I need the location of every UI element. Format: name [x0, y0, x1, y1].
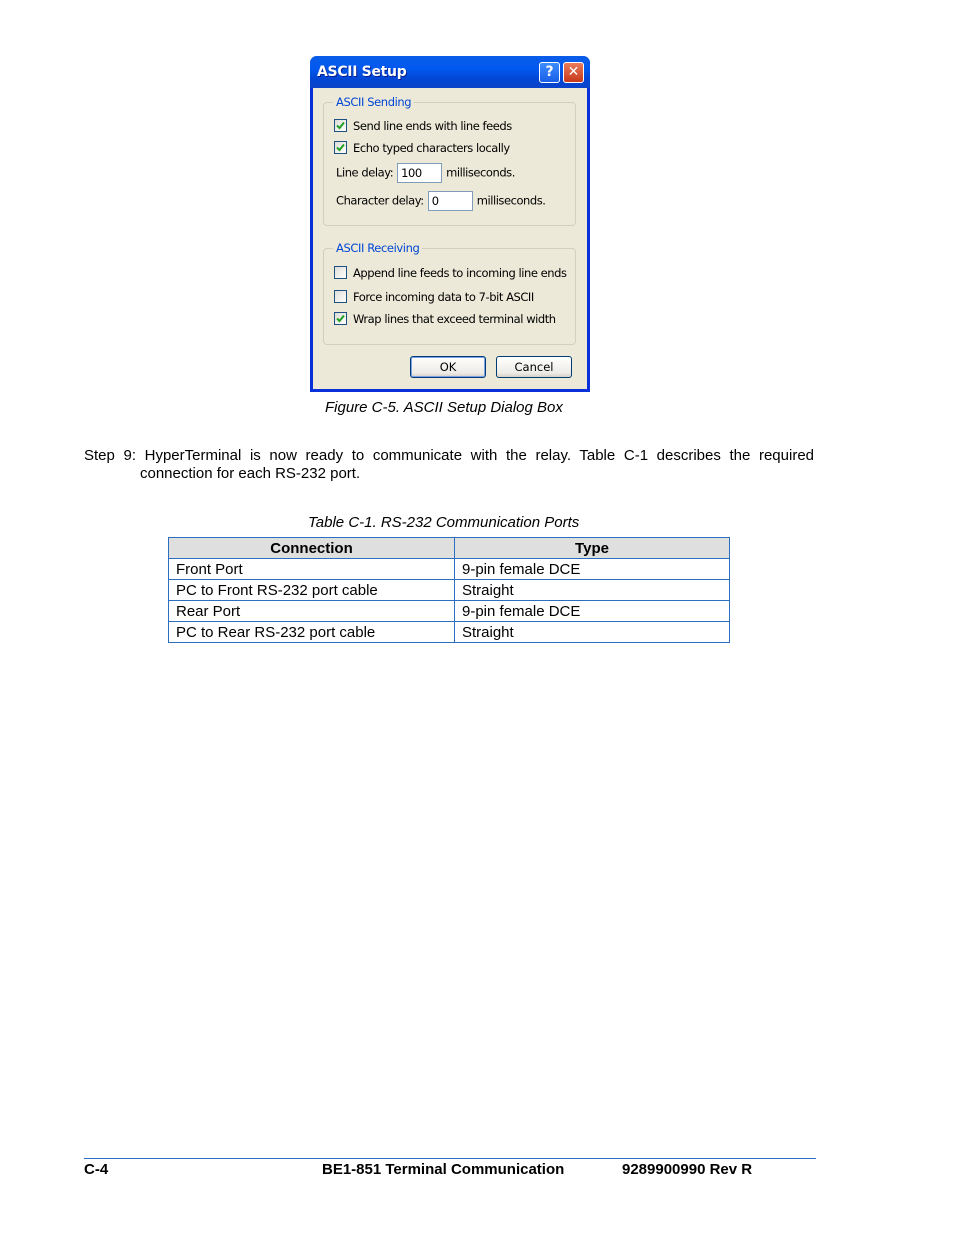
help-button[interactable] — [539, 62, 560, 83]
character-delay-row — [336, 191, 546, 211]
table-caption: Table C-1. RS-232 Communication Ports — [308, 514, 580, 531]
connection-cell: PC to Rear RS-232 port cable — [169, 622, 455, 643]
checkmark-icon — [336, 314, 345, 323]
table-row — [169, 559, 730, 580]
force-7bit-checkbox[interactable] — [334, 290, 347, 303]
table-header-row — [169, 538, 730, 559]
ascii-receiving-group — [323, 241, 576, 345]
send-line-ends-option[interactable] — [334, 119, 512, 133]
ascii-setup-dialog — [310, 56, 590, 392]
line-delay-label: Line delay: — [336, 165, 394, 180]
force-7bit-label: Force incoming data to 7-bit ASCII — [353, 290, 534, 304]
dialog-title: ASCII Setup — [317, 64, 407, 80]
footer-divider — [84, 1158, 816, 1159]
echo-typed-option[interactable] — [334, 141, 510, 155]
ok-button[interactable]: OK — [410, 356, 486, 378]
wrap-lines-label: Wrap lines that exceed terminal width — [353, 312, 556, 326]
connection-cell: PC to Front RS-232 port cable — [169, 580, 455, 601]
wrap-lines-option[interactable] — [334, 312, 556, 326]
dialog-body — [313, 88, 587, 389]
line-delay-input[interactable]: 100 — [397, 163, 442, 183]
type-cell: Straight — [455, 622, 730, 643]
cancel-button[interactable]: Cancel — [496, 356, 572, 378]
line-delay-unit: milliseconds. — [446, 165, 515, 180]
character-delay-unit: milliseconds. — [476, 193, 546, 208]
step-9-paragraph — [84, 447, 814, 483]
column-header-connection: Connection — [169, 538, 455, 559]
close-icon: ✕ — [567, 64, 580, 80]
type-cell: 9-pin female DCE — [455, 601, 730, 622]
character-delay-label: Character delay: — [336, 193, 424, 208]
ascii-receiving-title: ASCII Receiving — [333, 241, 422, 255]
type-cell: Straight — [455, 580, 730, 601]
dialog-titlebar[interactable] — [310, 56, 590, 88]
step-9-line-2: connection for each RS-232 port. — [140, 465, 361, 482]
table-row — [169, 580, 730, 601]
ascii-sending-title: ASCII Sending — [333, 95, 414, 109]
echo-typed-label: Echo typed characters locally — [353, 141, 510, 155]
send-line-ends-label: Send line ends with line feeds — [353, 119, 512, 133]
table-row — [169, 601, 730, 622]
footer-title: BE1-851 Terminal Communication — [322, 1161, 565, 1178]
echo-typed-checkbox[interactable] — [334, 141, 347, 154]
figure-caption: Figure C-5. ASCII Setup Dialog Box — [325, 399, 563, 416]
line-delay-row — [336, 163, 515, 183]
wrap-lines-checkbox[interactable] — [334, 312, 347, 325]
connection-cell: Front Port — [169, 559, 455, 580]
help-icon: ? — [545, 64, 554, 80]
footer-document-number: 9289900990 Rev R — [622, 1161, 753, 1178]
send-line-ends-checkbox[interactable] — [334, 119, 347, 132]
column-header-type: Type — [455, 538, 730, 559]
footer-page-number: C-4 — [84, 1161, 109, 1178]
append-line-feeds-option[interactable] — [334, 266, 567, 280]
character-delay-input[interactable]: 0 — [428, 191, 473, 211]
append-line-feeds-checkbox[interactable] — [334, 266, 347, 279]
checkmark-icon — [336, 121, 345, 130]
force-7bit-option[interactable] — [334, 290, 534, 304]
step-9-line-1: Step 9: HyperTerminal is now ready to communicate with the relay. Table C-1 describes the required — [84, 447, 814, 464]
checkmark-icon — [336, 143, 345, 152]
connection-cell: Rear Port — [169, 601, 455, 622]
ascii-sending-group — [323, 95, 576, 226]
type-cell: 9-pin female DCE — [455, 559, 730, 580]
close-button[interactable] — [563, 62, 584, 83]
table-row — [169, 622, 730, 643]
append-line-feeds-label: Append line feeds to incoming line ends — [353, 266, 567, 280]
rs232-ports-table — [168, 537, 730, 643]
